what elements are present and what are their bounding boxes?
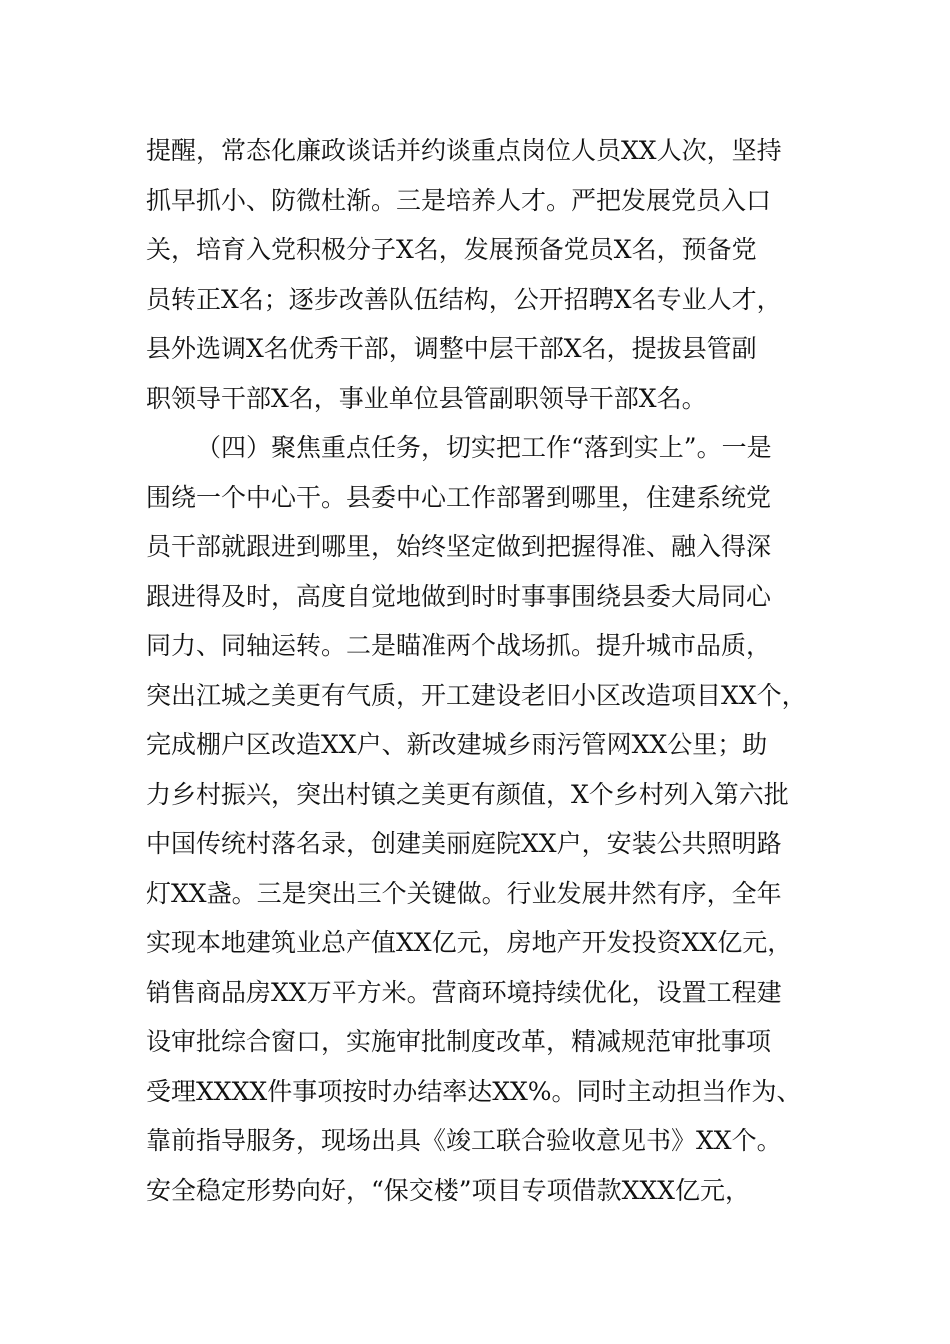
text-line: 抓早抓小、防微杜渐。三是培养人才。严把发展党员入口 [146,185,772,215]
section-heading-line: （四）聚焦重点任务，切实把工作“落到实上”。一是 [196,433,772,462]
text-line: 同力、同轴运转。二是瞄准两个战场抓。提升城市品质， [146,631,772,660]
body-text [146,126,846,1215]
text-line: 灯XX盏。三是突出三个关键做。行业发展井然有序，全年 [146,878,782,908]
text-line: 设审批综合窗口，实施审批制度改革，精减规范审批事项 [146,1027,772,1056]
text-line: 员转正X名；逐步改善队伍结构，公开招聘X名专业人才， [146,284,782,314]
text-line: 靠前指导服务，现场出具《竣工联合验收意见书》XX个。 [146,1126,782,1155]
text-line: 关，培育入党积极分子X名，发展预备党员X名，预备党 [146,235,757,264]
text-line: 力乡村振兴，突出村镇之美更有颜值，X个乡村列入第六批 [146,779,789,809]
text-line: 销售商品房XX万平方米。营商环境持续优化，设置工程建 [146,977,782,1007]
text-line: 围绕一个中心干。县委中心工作部署到哪里，住建系统党 [146,482,772,512]
text-line: 县外选调X名优秀干部，调整中层干部X名，提拔县管副 [146,334,757,363]
text-line: 中国传统村落名录，创建美丽庭院XX户，安装公共照明路 [146,829,782,858]
text-line: 提醒，常态化廉政谈话并约谈重点岗位人员XX人次，坚持 [146,136,782,165]
text-line: 跟进得及时，高度自觉地做到时时事事围绕县委大局同心 [146,581,772,611]
text-line: 实现本地建筑业总产值XX亿元，房地产开发投资XX亿元， [146,928,793,957]
text-line: 员干部就跟进到哪里，始终坚定做到把握得准、融入得深 [146,532,772,561]
text-line: 职领导干部X名，事业单位县管副职领导干部X名。 [146,383,707,413]
text-line: 完成棚户区改造XX户、新改建城乡雨污管网XX公里；助 [146,730,768,759]
text-line: 安全稳定形势向好，“保交楼”项目专项借款XXX亿元， [146,1175,750,1205]
text-line: 受理XXXX件事项按时办结率达XX%。同时主动担当作为、 [146,1076,802,1106]
text-line: 突出江城之美更有气质，开工建设老旧小区改造项目XX个， [146,680,807,710]
